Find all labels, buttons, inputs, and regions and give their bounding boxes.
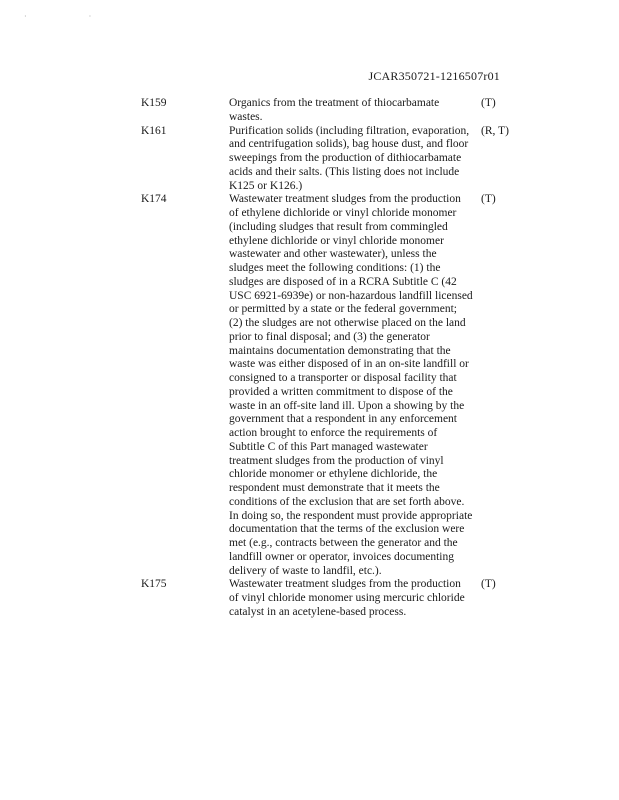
hazard-code: (R, T): [481, 124, 509, 137]
waste-description: Wastewater treatment sludges from the production of vinyl chloride monomer using mercuric chloride catalyst in an acetylene-based process.: [229, 578, 465, 618]
listing-row-k159: [0, 97, 619, 125]
listing-row-k174: [0, 193, 619, 578]
hazard-code: (T): [481, 193, 496, 206]
waste-description: Organics from the treatment of thiocarbamate wastes.: [229, 97, 440, 123]
listing-row-k161: [0, 125, 619, 194]
scan-corner-mark: · ·: [24, 12, 122, 21]
document-id: JCAR350721-1216507r01: [368, 69, 500, 83]
listing-row-k175: [0, 578, 619, 619]
waste-code: K159: [141, 97, 167, 109]
hazardous-waste-listing-table: [0, 97, 619, 620]
hazard-code: (T): [481, 97, 496, 109]
waste-code: K161: [141, 124, 167, 137]
waste-description: Wastewater treatment sludges from the production of ethylene dichloride or vinyl chloride monomer (including sludges that result from commingled ethylene dichloride or vinyl chloride monomer wastewater and other wastewater), unless the sludges meet the following conditions: (1) the sludges are disposed of in a RCRA Subtitle C (42 USC 6921-6939e) or non-hazardous landfill licensed or permitted by a state or the federal government; (2) the sludges are not otherwise placed on the land prior to final disposal; and (3) the generator maintains documentation demonstrating that the waste was either disposed of in an on-site landfill or consigned to a transporter or disposal facility that provided a written commitment to dispose of the waste in an off-site land ill. Upon a showing by the government that a respondent in any enforcement action brought to enforce the requirements of Subtitle C of this Part managed wastewater treatment sludges from the production of vinyl chloride monomer or ethylene dichloride, the respondent must demonstrate that it meets the conditions of the exclusion that are set forth above. In doing so, the respondent must provide appropriate documentation that the terms of the exclusion were met (e.g., contracts between the generator and the landfill owner or operator, invoices documenting delivery of waste to landfil, etc.).: [229, 193, 473, 577]
waste-code: K174: [141, 193, 167, 206]
waste-code: K175: [141, 578, 167, 591]
waste-description: Purification solids (including filtration, evaporation, and centrifugation solids), bag house dust, and floor sweepings from the production of dithiocarbamate acids and their salts. (This listing does not include K125 or K126.): [229, 124, 470, 192]
hazard-code: (T): [481, 578, 496, 591]
